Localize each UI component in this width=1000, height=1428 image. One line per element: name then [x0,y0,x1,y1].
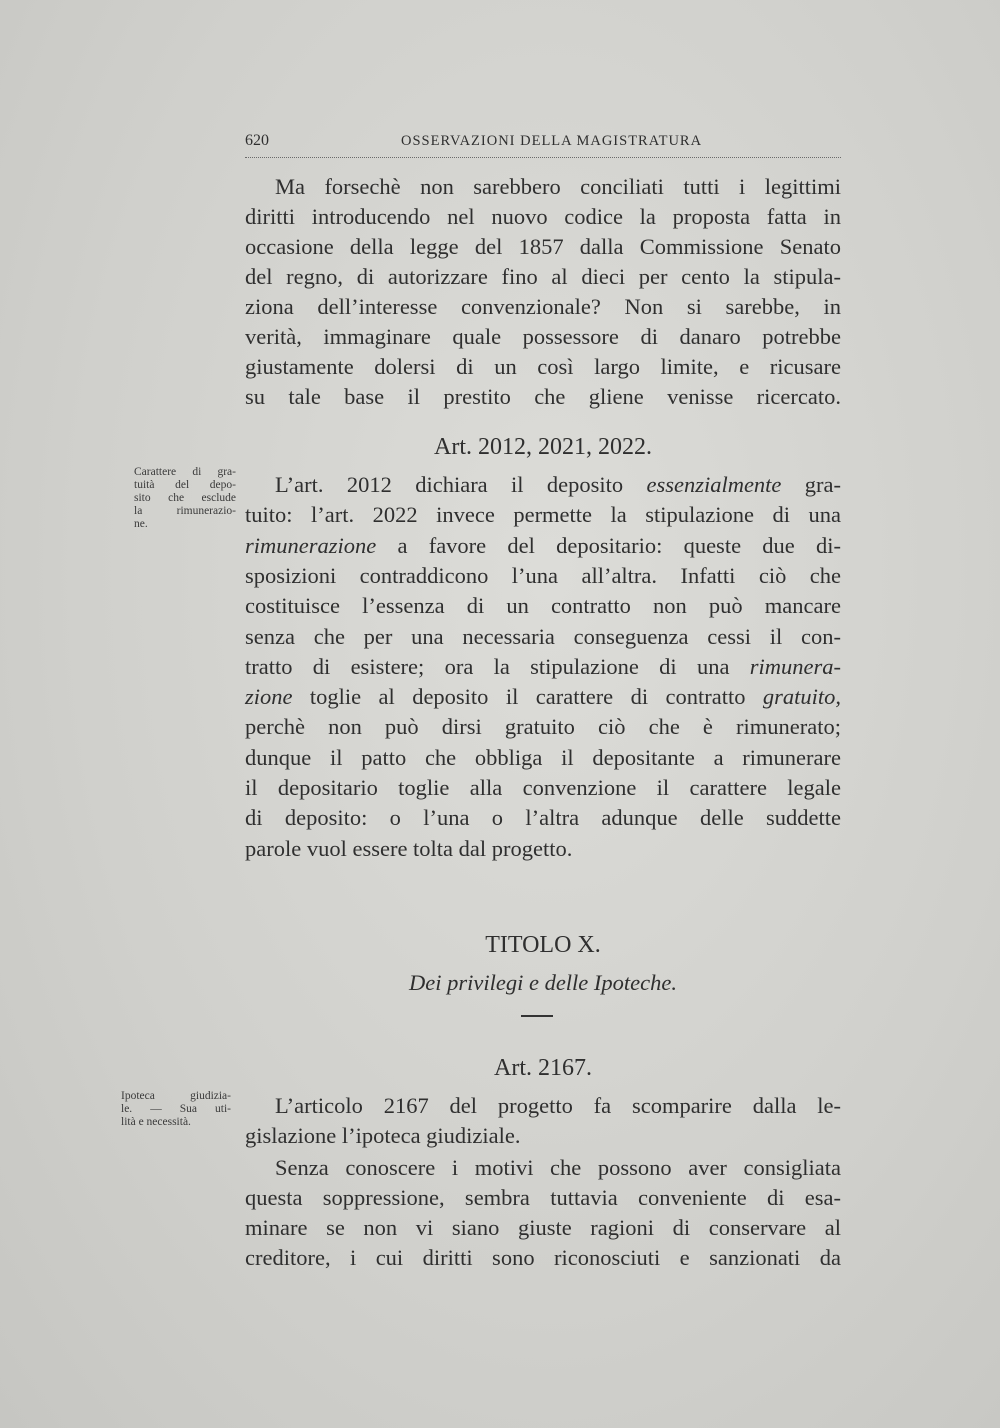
text-line [245,743,841,773]
text-line [245,622,841,652]
text-run: tuito: l’art. 2022 invece permette la stipulazione di una [245,502,841,527]
text-line: Senza conoscere i motivi che possono aver consigliata [275,1155,841,1180]
italic-text: rimunera- [749,654,841,679]
title-dash [521,1015,553,1017]
title-label: TITOLO X. [485,932,601,958]
margin-note: Ipoteca giudizia- le. — Sua uti- lità e necessità. [121,1090,231,1128]
page-number: 620 [245,132,269,149]
text-line [245,712,841,742]
text-line [245,561,841,591]
text-line: verità, immaginare quale possessore di danaro potrebbe [245,324,841,349]
article-heading: Art. 2167. [494,1055,592,1081]
text-line [245,531,841,561]
header-rule [245,157,841,158]
text-line: ziona dell’interesse convenzionale? Non si sarebbe, in [245,294,841,319]
text-line: minare se non vi siano giuste ragioni di conservare al [245,1215,841,1240]
text-run: di deposito: o l’una o l’altra adunque delle suddette [245,805,841,830]
text-line [245,652,841,682]
text-line [245,803,841,833]
text-run: dunque il patto che obbliga il depositante a rimunerare [245,745,841,770]
text-line: giustamente dolersi di un così largo limite, e ricusare [245,354,841,379]
text-line [245,834,841,864]
text-line: questa soppressione, sembra tuttavia conveniente di esa- [245,1185,841,1210]
title-subtitle: Dei privilegi e delle Ipoteche. [408,970,677,995]
text-line: del regno, di autorizzare fino al dieci per cento la stipula- [245,264,841,289]
running-title: OSSERVAZIONI DELLA MAGISTRATURA [401,133,703,149]
italic-text: essenzialmente [646,472,782,497]
text-line [245,773,841,803]
text-run: perchè non può dirsi gratuito ciò che è rimunerato; [245,714,841,739]
italic-text: gratuito, [762,684,841,709]
text-run: sposizioni contraddicono l’una all’altra. Infatti ciò che [245,563,841,588]
text-line [245,470,841,500]
text-run: senza che per una necessaria conseguenza cessi il con- [245,624,841,649]
text-line [245,682,841,712]
text-run: gra- [781,472,841,497]
text-line: occasione della legge del 1857 dalla Commissione Senato [245,234,841,259]
text-line: gislazione l’ipoteca giudiziale. [245,1123,521,1148]
text-run: costituisce l’essenza di un contratto non può mancare [245,593,841,618]
margin-note: Carattere di gra- tuità del depo- sito che esclude la rimunerazio- ne. [134,466,236,530]
text-line: su tale base il prestito che gliene venisse ricercato. [245,384,841,409]
text-line [245,591,841,621]
text-run: a favore del depositario: queste due di- [376,533,841,558]
text-line: L’articolo 2167 del progetto fa scomparire dalla le- [275,1093,841,1118]
text-run: parole vuol essere tolta dal progetto. [245,836,573,861]
text-run: tratto di esistere; ora la stipulazione di una [245,654,750,679]
text-run: il depositario toglie alla convenzione il carattere legale [245,775,841,800]
text-run: L’art. 2012 dichiara il deposito [275,472,647,497]
running-header [245,130,841,154]
text-run: toglie al deposito il carattere di contratto [292,684,763,709]
text-line: Ma forsechè non sarebbero conciliati tutti i legittimi [275,174,841,199]
italic-text: rimunerazione [245,533,377,558]
text-line [245,500,841,530]
article-heading: Art. 2012, 2021, 2022. [434,434,652,460]
italic-text: zione [245,684,293,709]
text-line: creditore, i cui diritti sono riconosciuti e sanzionati da [245,1245,841,1270]
text-line: diritti introducendo nel nuovo codice la proposta fatta in [245,204,841,229]
